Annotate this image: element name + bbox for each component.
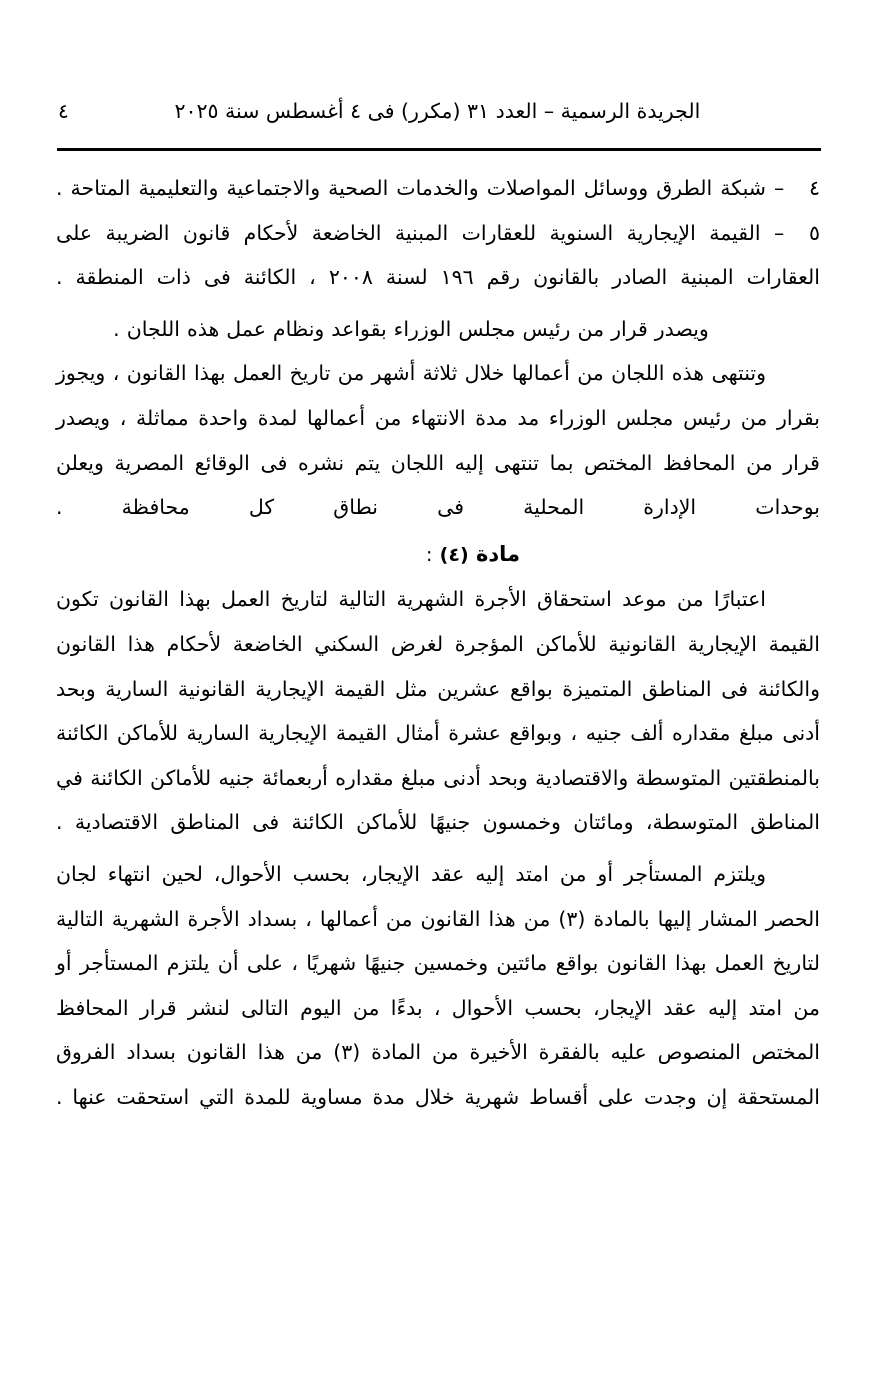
paragraph-article4-rent-values <box>56 577 820 845</box>
paragraph-text: ويصدر قرار من رئيس مجلس الوزراء بقواعد ونظام عمل هذه اللجان . <box>113 316 709 341</box>
clause-text: شبكة الطرق ووسائل المواصلات والخدمات الصحية والاجتماعية والتعليمية المتاحة . <box>56 176 766 200</box>
paragraph-committee-rules <box>56 307 820 352</box>
paragraph-text: وتنتهى هذه اللجان من أعمالها خلال ثلاثة أشهر من تاريخ العمل بهذا القانون ، ويجوز بقرار من رئيس مجلس الوزراء مد مدة الانتهاء من أعمالها لمدة واحدة مماثلة ، ويصدر قرار من المحافظ المختص بما تنتهى إليه اللجان يتم نشره فى الوقائع المصرية ويعلن بوحدات الإدارة المحلية فى نطاق كل محافظة . <box>56 361 820 520</box>
clause-item <box>56 211 820 300</box>
article-colon: : <box>425 543 433 566</box>
header-divider <box>57 148 821 151</box>
spacer <box>56 845 820 852</box>
article-heading <box>126 530 820 578</box>
article-heading-row <box>56 530 820 578</box>
article-number: (٤) <box>439 543 469 566</box>
spacer <box>56 300 820 307</box>
document-body <box>56 166 820 1119</box>
clause-number: ٥ – <box>774 220 820 245</box>
paragraph-article4-tenant-obligation <box>56 852 820 1120</box>
paragraph-committee-duration <box>56 351 820 529</box>
page-header <box>58 94 820 128</box>
clause-item <box>56 166 820 211</box>
clause-number: ٤ – <box>774 176 820 200</box>
article-label: مادة <box>475 541 521 566</box>
clause-text: القيمة الإيجارية السنوية للعقارات المبنية الخاضعة لأحكام قانون الضريبة على العقارات المبنية الصادر بالقانون رقم ١٩٦ لسنة ٢٠٠٨ ، الكائنة فى ذات المنطقة . <box>56 220 820 290</box>
page-number: ٤ <box>58 99 69 123</box>
gazette-header-title: الجريدة الرسمية – العدد ٣١ (مكرر) فى ٤ أغسطس سنة ٢٠٢٥ <box>174 98 701 123</box>
paragraph-text: اعتبارًا من موعد استحقاق الأجرة الشهرية التالية لتاريخ العمل بهذا القانون تكون القيمة الإيجارية القانونية للأماكن المؤجرة لغرض السكني الخاضعة لأحكام هذا القانون والكائنة فى المناطق المتميزة بواقع عشرين مثل القيمة الإيجارية القانونية السارية وبحد أدنى مبلغ مقداره ألف جنيه ، وبواقع عشرة أمثال القيمة الإيجارية السارية للأماكن الكائنة بالمنطقتين المتوسطة والاقتصادية وبحد أدنى مبلغ مقداره أربعمائة جنيه للأماكن الكائنة في المناطق المتوسطة، ومائتان وخمسون جنيهًا للأماكن الكائنة فى المناطق الاقتصادية . <box>56 587 820 835</box>
paragraph-text: ويلتزم المستأجر أو من امتد إليه عقد الإيجار، بحسب الأحوال، لحين انتهاء لجان الحصر المشار إليها بالمادة (٣) من هذا القانون من أعمالها ، بسداد الأجرة الشهرية التالية لتاريخ العمل بهذا القانون بواقع مائتين وخمسين جنيهًا شهريًا ، على أن يلتزم المستأجر أو من امتد إليه عقد الإيجار، بحسب الأحوال ، بدءًا من اليوم التالى لنشر قرار المحافظ المختص المنصوص عليه بالفقرة الأخيرة من المادة (٣) من هذا القانون بسداد الفروق المستحقة إن وجدت على أقساط شهرية خلال مدة مساوية للمدة التي استحقت عنها . <box>56 861 820 1109</box>
